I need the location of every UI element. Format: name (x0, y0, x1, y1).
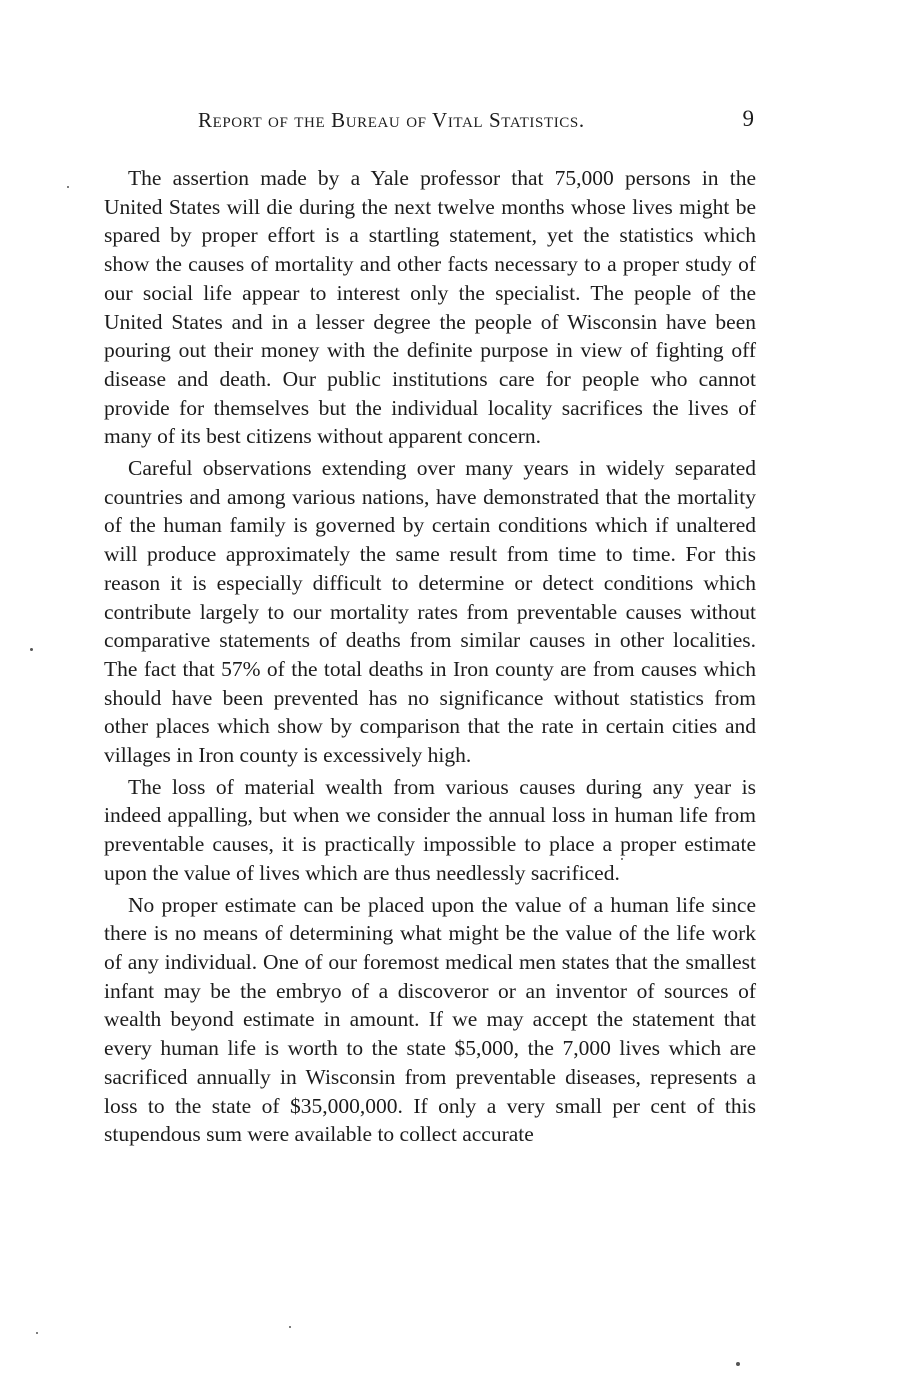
paragraph: The loss of material wealth from various causes during any year is indeed appalling, but when we consider the annual loss in human life from preventable causes, it is practically impossible to place a proper estimate upon the value of lives which are thus needlessly sacrificed. (104, 774, 756, 885)
page-number: 9 (742, 106, 754, 131)
scan-speck (621, 858, 623, 860)
paragraph: Careful observations extending over many years in widely separated countries and among various nations, have demonstrated that the mortality of the human family is governed by certain conditions which if unaltered will produce approximately the same result from time to time. For this reason it is especially difficult to determine or detect conditions which contribute largely to our mortality rates from preventable causes without comparative statements of deaths from similar causes in other localities. The fact that 57% of the total deaths in Iron county are from causes which should have been prevented has no significance without statistics from other places which show by comparison that the rate in certain cities and villages in Iron county is excessively high. (104, 456, 756, 768)
scan-speck (289, 1326, 291, 1328)
body-text (104, 164, 756, 1152)
scan-speck (67, 186, 69, 188)
running-title: Report of the Bureau of Vital Statistics. (198, 108, 585, 132)
scan-speck (30, 648, 33, 651)
paragraph: The assertion made by a Yale professor that 75,000 persons in the United States will die during the next twelve months whose lives might be spared by proper effort is a startling statement, yet the statistics which show the causes of mortality and other facts necessary to a proper study of our social life appear to interest only the specialist. The people of the United States and in a lesser degree the people of Wisconsin have been pouring out their money with the definite purpose in view of fighting off disease and death. Our public institutions care for people who cannot provide for themselves but the individual locality sacrifices the lives of many of its best citizens without apparent concern. (104, 166, 756, 449)
paragraph: No proper estimate can be placed upon the value of a human life since there is no means of determining what might be the value of the life work of any individual. One of our foremost medical men states that the smallest infant may be the embryo of a discoveror or an inventor of sources of wealth beyond estimate in amount. If we may accept the statement that every human life is worth to the state $5,000, the 7,000 lives which are sacrificed annually in Wisconsin from preventable diseases, represents a loss to the state of $35,000,000. If only a very small per cent of this stupendous sum were available to collect accurate (104, 892, 756, 1147)
scan-speck (736, 1362, 740, 1366)
running-header (104, 108, 756, 138)
scan-speck (36, 1332, 38, 1334)
